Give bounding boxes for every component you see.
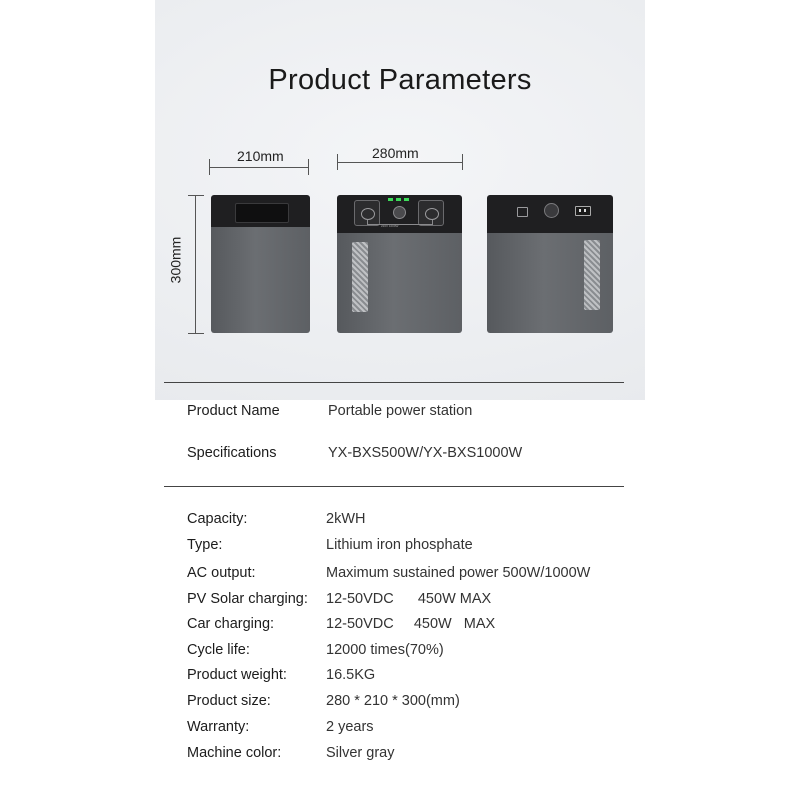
length-dimension-line: [337, 162, 462, 163]
width-dimension-line: [210, 167, 308, 168]
unit-body: [211, 227, 310, 333]
spec-value-cycle-life: 12000 times(70%): [326, 642, 444, 658]
handle-recess: [235, 203, 289, 223]
usb-port-icon: [575, 206, 591, 216]
power-button-icon: [393, 206, 406, 219]
height-dimension-tick-bottom: [188, 333, 204, 334]
spec-label-product-weight: Product weight:: [187, 667, 287, 683]
backdrop-mask-right: [645, 0, 800, 400]
page-title: Product Parameters: [268, 64, 532, 96]
indicator-lights: [388, 198, 409, 201]
backdrop-mask-left: [0, 0, 155, 400]
power-station-back-view: [487, 195, 613, 333]
spec-label-type: Type:: [187, 537, 223, 553]
spec-value-type: Lithium iron phosphate: [326, 537, 473, 553]
product-name-label: Product Name: [187, 403, 280, 419]
width-dimension-tick-left: [209, 159, 210, 175]
divider-top: [164, 382, 624, 383]
length-dimension-tick-right: [462, 154, 463, 170]
height-dimension-tick-top: [188, 195, 204, 196]
power-station-front-view: [337, 195, 462, 333]
spec-label-product-size: Product size:: [187, 693, 271, 709]
spec-value-product-weight: 16.5KG: [326, 667, 376, 683]
spec-label-pv-solar-charging: PV Solar charging:: [187, 591, 308, 607]
spec-label-capacity: Capacity:: [187, 511, 248, 527]
panel-rating-text: 220V 1000W: [381, 224, 399, 228]
spec-value-machine-color: Silver gray: [326, 745, 395, 761]
power-station-side-view: [211, 195, 310, 333]
round-port-icon: [544, 203, 559, 218]
spec-label-warranty: Warranty:: [187, 719, 250, 735]
divider-middle: [164, 486, 624, 487]
length-dimension-label: 280mm: [372, 145, 419, 161]
dc-port-icon: [517, 207, 528, 217]
height-dimension-line: [195, 195, 196, 333]
front-vent-grille: [352, 242, 368, 312]
back-vent-grille: [584, 240, 600, 310]
product-name-value: Portable power station: [328, 403, 473, 419]
spec-value-car-charging: 12-50VDC 450W MAX: [326, 616, 496, 632]
spec-value-product-size: 280 * 210 * 300(mm): [326, 693, 460, 709]
spec-value-ac-output: Maximum sustained power 500W/1000W: [326, 565, 591, 581]
spec-label-machine-color: Machine color:: [187, 745, 282, 761]
spec-value-capacity: 2kWH: [326, 511, 366, 527]
spec-label-ac-output: AC output:: [187, 565, 256, 581]
indicator-light-icon: [404, 198, 409, 201]
spec-label-cycle-life: Cycle life:: [187, 642, 250, 658]
indicator-light-icon: [388, 198, 393, 201]
specifications-value: YX-BXS500W/YX-BXS1000W: [328, 445, 523, 461]
socket-bracket: [367, 220, 433, 225]
width-dimension-label: 210mm: [237, 148, 284, 164]
height-dimension-label: 300mm: [167, 236, 184, 284]
width-dimension-tick-right: [308, 159, 309, 175]
indicator-light-icon: [396, 198, 401, 201]
length-dimension-tick-left: [337, 154, 338, 170]
spec-label-car-charging: Car charging:: [187, 616, 275, 632]
spec-value-warranty: 2 years: [326, 719, 374, 735]
specifications-label: Specifications: [187, 445, 277, 461]
spec-value-pv-solar-charging: 12-50VDC 450W MAX: [326, 591, 492, 607]
